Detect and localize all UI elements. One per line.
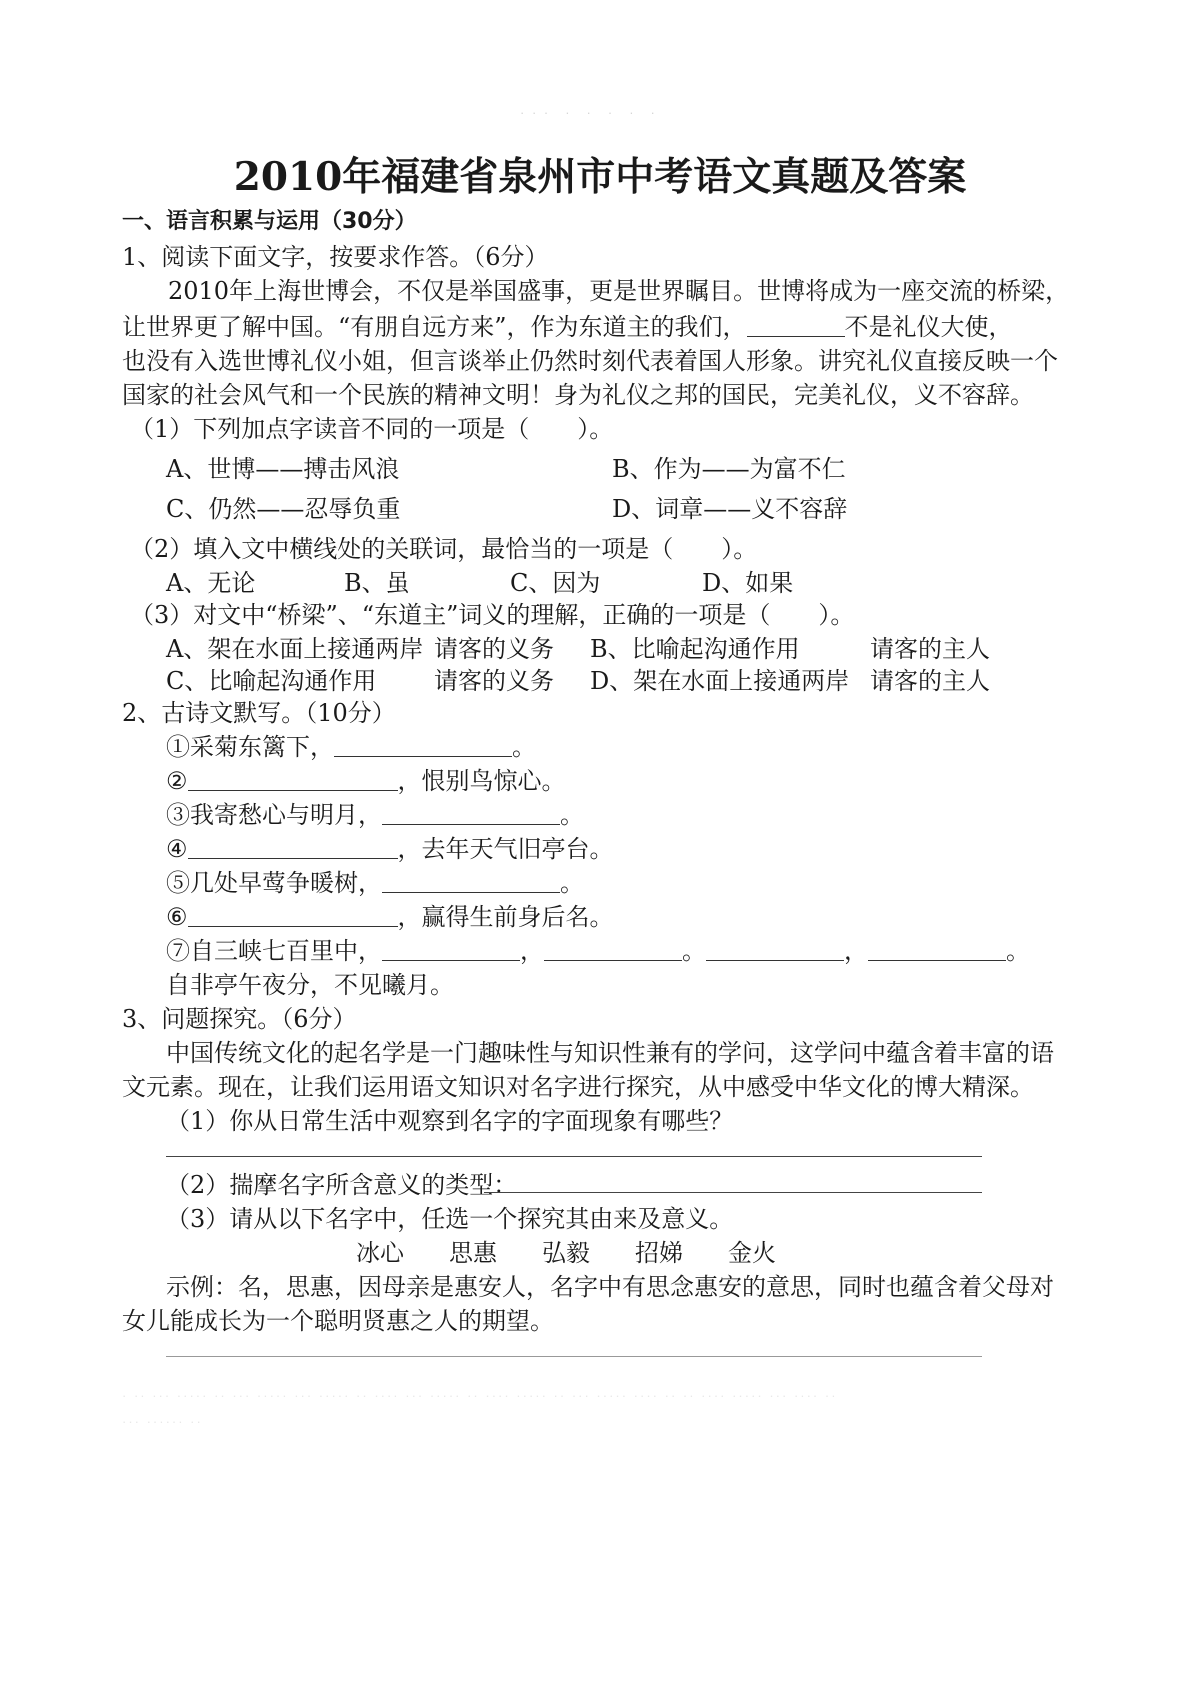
- q3-sub1: （1）你从日常生活中观察到名字的字面现象有哪些？: [166, 1107, 734, 1135]
- poem-item-7-sep: 。: [682, 937, 706, 965]
- poem-item-6: [166, 902, 614, 932]
- q1-option-c: C、仍然——忍辱负重: [166, 495, 401, 523]
- question-2-stem: 2、古诗文默写。（10分）: [122, 699, 396, 727]
- answer-blank[interactable]: [868, 938, 1006, 961]
- poem-item-4: [166, 834, 614, 864]
- q1-sub1: （1）下列加点字读音不同的一项是（ ）。: [130, 415, 614, 443]
- poem-item-6-end: ，赢得生前身后名。: [397, 903, 614, 931]
- poem-item-1: [166, 732, 536, 762]
- q1-sub2-option-a: A、无论: [166, 569, 256, 597]
- q1-sub3-option-a-meaning: 请客的义务: [434, 635, 554, 663]
- answer-blank[interactable]: [188, 768, 398, 791]
- answer-blank[interactable]: [188, 904, 398, 927]
- poem-item-1-end: 。: [512, 733, 536, 761]
- poem-item-5-text: ⑤几处早莺争暖树，: [166, 869, 382, 897]
- q1-passage-line-3: 也没有入选世博礼仪小姐，但言谈举止仍然时刻代表着国人形象。讲究礼仪直接反映一个: [122, 347, 1058, 375]
- q1-option-a: A、世博——搏击风浪: [166, 455, 400, 483]
- q3-passage-line-1: 中国传统文化的起名学是一门趣味性与知识性兼有的学问，这学问中蕴含着丰富的语: [166, 1039, 1054, 1067]
- q1-passage-line-2: [122, 312, 1013, 342]
- faint-footer-watermark: · ·· ··· ····· ·· ··· ····· ··· ····· ·· ···· ··· ····· ·· ···· ····· ·· ··· ····· ···· ·· ·· ···· ····· ··· ···· ··: [122, 1388, 838, 1403]
- q3-sub2: （2）揣摩名字所含意义的类型：: [166, 1171, 518, 1199]
- faint-footer-watermark-2: ··· ······ ··: [122, 1414, 203, 1429]
- question-3-stem: 3、问题探究。（6分）: [122, 1005, 357, 1033]
- name-list: [356, 1238, 821, 1268]
- example-line-1: 示例：名，思惠，因母亲是惠安人，名字中有思念惠安的意思，同时也蕴含着父母对: [166, 1273, 1054, 1301]
- q1-passage-line-4: 国家的社会风气和一个民族的精神文明！身为礼仪之邦的国民，完美礼仪，义不容辞。: [122, 381, 1034, 409]
- name-item: 招娣: [635, 1239, 683, 1267]
- page-title: 2010年福建省泉州市中考语文真题及答案: [233, 154, 967, 200]
- q1-sub2-option-b: B、虽: [344, 569, 410, 597]
- section-heading: 一、语言积累与运用（30分）: [122, 209, 417, 234]
- poem-item-5-end: 。: [560, 869, 584, 897]
- poem-item-7: [166, 936, 1030, 966]
- q1-sub3-option-d: D、架在水面上接通两岸: [590, 667, 850, 695]
- answer-blank[interactable]: [706, 938, 844, 961]
- q1-sub3-option-d-meaning: 请客的主人: [870, 667, 990, 695]
- answer-blank[interactable]: [544, 938, 682, 961]
- poem-item-4-end: ，去年天气旧亭台。: [397, 835, 614, 863]
- q3-passage-line-2: 文元素。现在，让我们运用语文知识对名字进行探究，从中感受中华文化的博大精深。: [122, 1073, 1034, 1101]
- q1-passage-line-2-text: 让世界更了解中国。“有朋自远方来”，作为东道主的我们，: [122, 313, 747, 341]
- example-line-2: 女儿能成长为一个聪明贤惠之人的期望。: [122, 1307, 554, 1335]
- answer-blank[interactable]: [188, 836, 398, 859]
- poem-item-7-end: 。: [1006, 937, 1030, 965]
- poem-item-2-text: ②: [166, 767, 188, 795]
- answer-line[interactable]: [484, 1192, 982, 1193]
- q1-sub2-option-c: C、因为: [510, 569, 601, 597]
- poem-item-3-end: 。: [560, 801, 584, 829]
- q1-option-b: B、作为——为富不仁: [612, 455, 846, 483]
- q1-sub2-option-d: D、如果: [702, 569, 794, 597]
- q1-sub3-option-c: C、比喻起沟通作用: [166, 667, 377, 695]
- name-item: 思惠: [449, 1239, 497, 1267]
- answer-blank[interactable]: [382, 938, 520, 961]
- name-item: 弘毅: [542, 1239, 590, 1267]
- name-item: 冰心: [356, 1239, 404, 1267]
- q1-sub3-option-b-meaning: 请客的主人: [870, 635, 990, 663]
- q1-sub3: （3）对文中“桥梁”、“东道主”词义的理解，正确的一项是（ ）。: [130, 601, 855, 629]
- answer-blank[interactable]: [334, 734, 512, 757]
- q1-sub3-option-c-meaning: 请客的义务: [434, 667, 554, 695]
- poem-item-2: [166, 766, 566, 796]
- answer-blank[interactable]: [382, 870, 560, 893]
- poem-item-7-sep: ，: [844, 937, 868, 965]
- poem-item-7-continuation: 自非亭午夜分，不见曦月。: [166, 971, 454, 999]
- poem-item-3-text: ③我寄愁心与明月，: [166, 801, 382, 829]
- poem-item-7-text: ⑦自三峡七百里中，: [166, 937, 382, 965]
- question-1-stem: 1、阅读下面文字，按要求作答。（6分）: [122, 243, 549, 271]
- q1-sub3-option-a: A、架在水面上接通两岸: [166, 635, 424, 663]
- q1-passage-line-1: 2010年上海世博会，不仅是举国盛事，更是世界瞩目。世博将成为一座交流的桥梁，: [168, 277, 1070, 305]
- poem-item-3: [166, 800, 584, 830]
- answer-line[interactable]: [166, 1356, 982, 1357]
- poem-item-7-sep: ，: [520, 937, 544, 965]
- answer-blank[interactable]: [382, 802, 560, 825]
- q1-sub3-option-b: B、比喻起沟通作用: [590, 635, 800, 663]
- poem-item-4-text: ④: [166, 835, 188, 863]
- answer-blank[interactable]: [747, 314, 845, 337]
- name-item: 金火: [728, 1239, 776, 1267]
- q1-sub2: （2）填入文中横线处的关联词，最恰当的一项是（ ）。: [130, 535, 758, 563]
- poem-item-1-text: ①采菊东篱下，: [166, 733, 334, 761]
- poem-item-6-text: ⑥: [166, 903, 188, 931]
- q1-passage-line-2-tail: 不是礼仪大使，: [844, 313, 1013, 341]
- poem-item-2-end: ，恨别鸟惊心。: [397, 767, 566, 795]
- faint-header-watermark: · · · · · · · ·: [520, 105, 657, 120]
- answer-line[interactable]: [166, 1156, 982, 1157]
- q1-option-d: D、词章——义不容辞: [612, 495, 848, 523]
- poem-item-5: [166, 868, 584, 898]
- q3-sub3: （3）请从以下名字中，任选一个探究其由来及意义。: [166, 1205, 734, 1233]
